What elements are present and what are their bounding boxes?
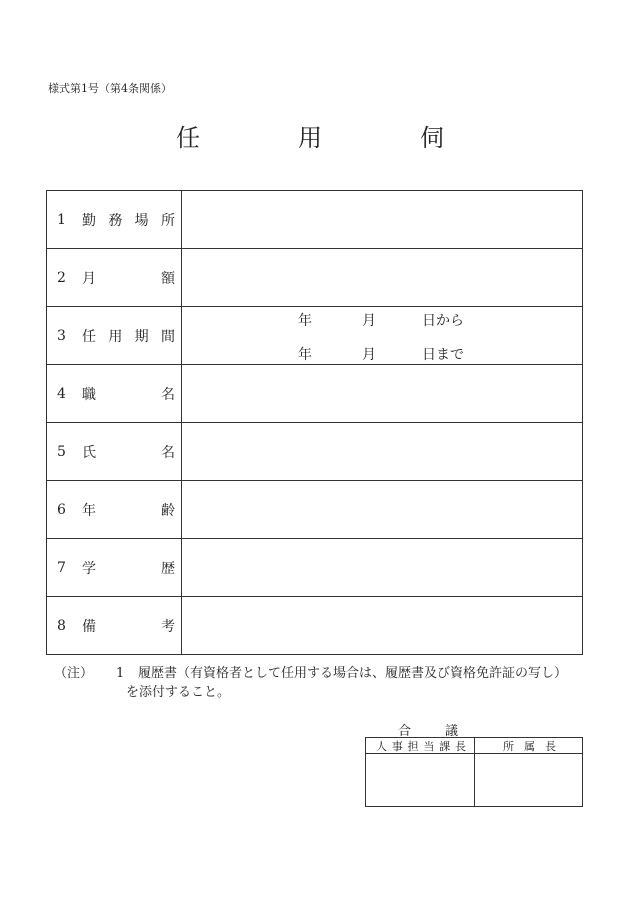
label-char: 職 xyxy=(82,386,96,403)
label-char: 名 xyxy=(161,444,175,461)
note-number: 1 xyxy=(116,666,125,681)
label-char: 期 xyxy=(134,328,149,345)
row-number: 2 xyxy=(57,269,66,286)
label-char: 年 xyxy=(82,502,96,519)
row-label-text xyxy=(82,558,175,578)
note-text: 履歴書（有資格者として任用する場合は、履歴書及び資格免許証の写し） xyxy=(138,666,568,681)
name-field[interactable] xyxy=(182,423,582,480)
period-to-year: 年 xyxy=(298,347,312,363)
label-char: 場 xyxy=(134,212,149,229)
period-to-month: 月 xyxy=(362,347,376,363)
row-label-text xyxy=(82,384,175,404)
header-char: 当 xyxy=(423,739,435,753)
title-char: 用 xyxy=(298,124,322,152)
title-char: 合 xyxy=(398,724,412,739)
row-label xyxy=(47,249,182,306)
row-remarks xyxy=(47,596,582,654)
label-char: 学 xyxy=(82,560,96,577)
row-name xyxy=(47,422,582,480)
title-char: 伺 xyxy=(420,124,444,152)
consultation-table xyxy=(365,737,583,807)
header-char: 担 xyxy=(407,739,419,753)
period-to-day: 日まで xyxy=(422,347,464,363)
label-char: 所 xyxy=(160,212,175,229)
header-char: 課 xyxy=(439,739,451,753)
label-char: 務 xyxy=(108,212,123,229)
label-char: 考 xyxy=(161,618,175,635)
row-monthly-amount xyxy=(47,248,582,306)
period-from-month: 月 xyxy=(362,313,376,329)
employment-period-field[interactable] xyxy=(182,307,582,364)
dept-head-header xyxy=(475,738,582,754)
row-label xyxy=(47,481,182,538)
row-label-text xyxy=(82,210,175,230)
label-char: 歴 xyxy=(161,560,175,577)
row-label-text xyxy=(82,268,175,288)
hr-manager-header xyxy=(366,738,474,754)
row-education xyxy=(47,538,582,596)
row-number: 5 xyxy=(57,443,66,460)
header-char: 事 xyxy=(391,739,403,753)
row-label-text xyxy=(82,616,175,636)
row-number: 7 xyxy=(57,559,66,576)
dept-head-column xyxy=(475,738,582,806)
document-title xyxy=(0,118,630,152)
label-char: 氏 xyxy=(82,444,96,461)
dept-head-seal-box[interactable] xyxy=(475,754,582,806)
header-char: 長 xyxy=(545,739,556,753)
row-number: 8 xyxy=(57,617,66,634)
form-table xyxy=(46,190,583,655)
title-char: 議 xyxy=(444,724,458,739)
label-char: 齢 xyxy=(161,502,175,519)
label-char: 額 xyxy=(161,270,175,287)
row-age xyxy=(47,480,582,538)
title-char: 任 xyxy=(176,124,200,152)
row-label xyxy=(47,423,182,480)
row-number: 6 xyxy=(57,501,66,518)
remarks-field[interactable] xyxy=(182,597,582,654)
header-char: 属 xyxy=(524,739,535,753)
job-title-field[interactable] xyxy=(182,365,582,422)
hr-manager-column xyxy=(366,738,475,806)
note-label: （注） xyxy=(54,666,94,681)
label-char: 勤 xyxy=(82,212,96,229)
row-label xyxy=(47,539,182,596)
education-field[interactable] xyxy=(182,539,582,596)
row-label xyxy=(47,365,182,422)
row-label xyxy=(47,191,182,248)
form-number: 様式第1号（第4条関係） xyxy=(48,82,172,95)
row-number: 1 xyxy=(57,211,66,228)
row-employment-period xyxy=(47,306,582,364)
header-char: 人 xyxy=(376,739,387,753)
period-from-year: 年 xyxy=(298,313,312,329)
label-char: 月 xyxy=(82,270,96,287)
label-char: 備 xyxy=(82,618,96,635)
note-text: を添付すること。 xyxy=(126,685,231,700)
row-work-place xyxy=(47,191,582,248)
label-char: 名 xyxy=(161,386,175,403)
label-char: 間 xyxy=(160,328,175,345)
header-char: 長 xyxy=(454,739,466,753)
age-field[interactable] xyxy=(182,481,582,538)
label-char: 用 xyxy=(108,328,123,345)
row-number: 4 xyxy=(57,385,66,402)
label-char: 任 xyxy=(82,328,96,345)
row-job-title xyxy=(47,364,582,422)
row-label-text xyxy=(82,500,175,520)
row-label-text xyxy=(82,442,175,462)
row-number: 3 xyxy=(57,327,66,344)
row-label xyxy=(47,597,182,654)
monthly-amount-field[interactable] xyxy=(182,249,582,306)
work-place-field[interactable] xyxy=(182,191,582,248)
row-label-text xyxy=(82,326,175,346)
period-from-day: 日から xyxy=(422,313,464,329)
row-label xyxy=(47,307,182,364)
header-char: 所 xyxy=(503,739,514,753)
hr-manager-seal-box[interactable] xyxy=(366,754,474,806)
